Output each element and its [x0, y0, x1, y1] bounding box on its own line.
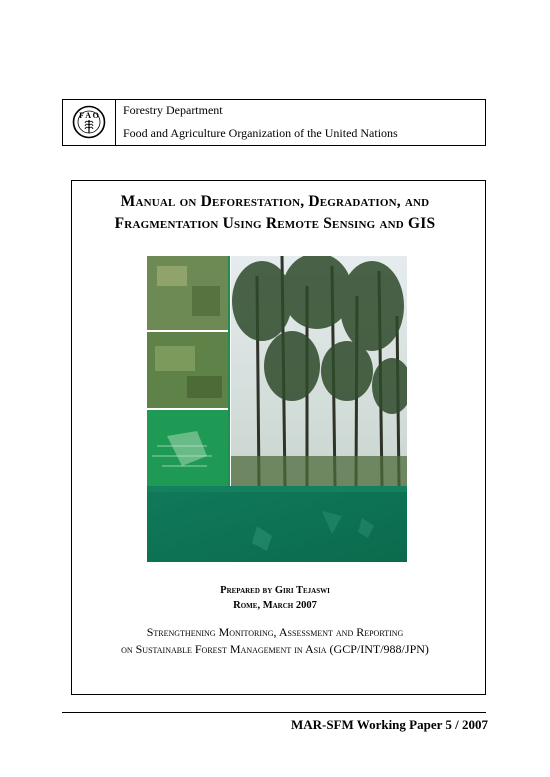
svg-text:F A O: F A O — [79, 111, 99, 120]
project-line-1: Strengthening Monitoring, Assessment and Reporting — [146, 625, 404, 639]
logo-cell — [63, 100, 116, 145]
title-line-1: Manual on Deforestation, Degradation, and — [120, 193, 430, 210]
organization-name: Food and Agriculture Organization of the United Nations — [123, 126, 398, 140]
prepared-by: Prepared by Giri Tejaswi — [220, 585, 330, 596]
title-line-2: Fragmentation Using Remote Sensing and GIS — [114, 215, 436, 232]
header-box — [62, 99, 486, 146]
department-name: Forestry Department — [123, 103, 223, 117]
project-line-2: on Sustainable Forest Management in Asia (GCP/INT/988/JPN) — [121, 642, 429, 656]
series-label: MAR-SFM Working Paper 5 / 2007 — [290, 717, 488, 732]
footer-rule — [62, 712, 486, 713]
fao-logo-icon — [72, 104, 106, 140]
place-date: Rome, March 2007 — [233, 600, 317, 611]
cover-image — [147, 256, 407, 562]
